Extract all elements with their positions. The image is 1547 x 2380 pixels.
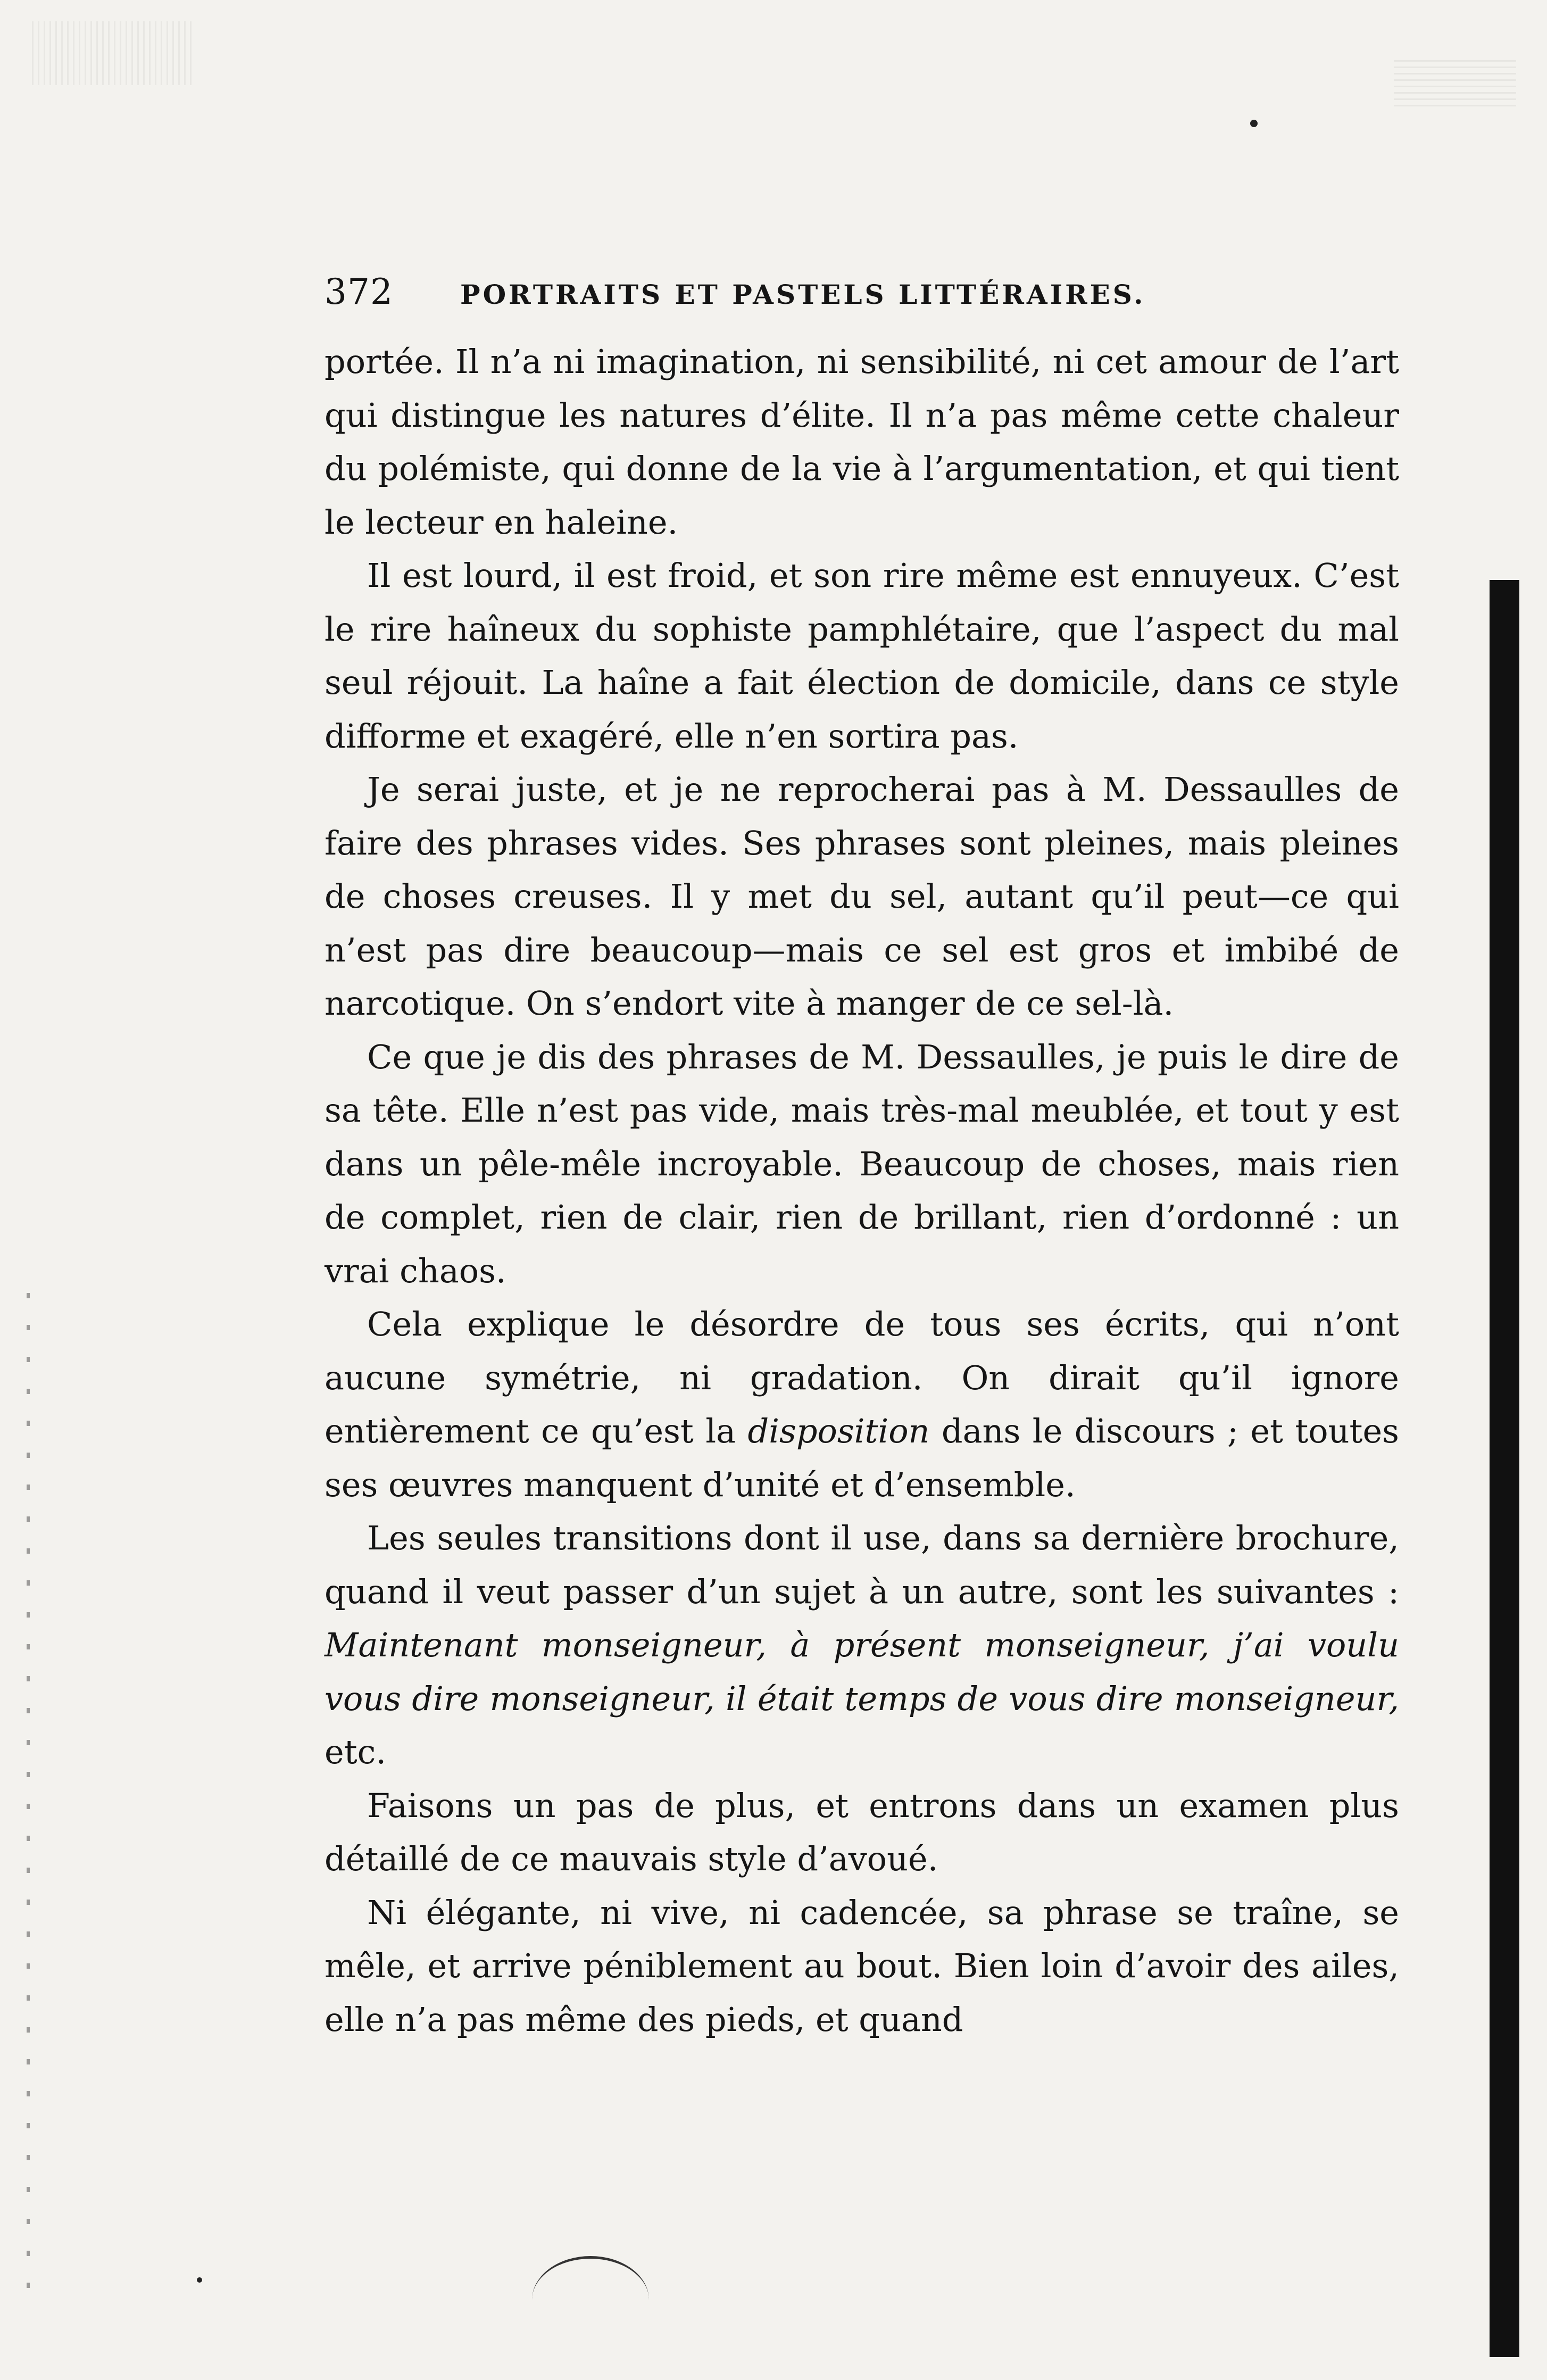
scan-noise [32,21,192,85]
text-run: Les seules transitions dont il use, dans sa dernière brochure, quand il veut passer d’un sujet à un autre, sont les suivantes : [325,1519,1399,1611]
scan-noise [1394,59,1516,106]
text-run: dans le discours ; et toutes ses œuvres manquent d’unité et d’ensemble. [325,1412,1399,1504]
text-run: Je serai juste, et je ne reprocherai pas à M. Dessaulles de faire des phrases vides. Ses phrases sont pleines, mais pleines de choses creuses. Il y met du sel, autant qu’il peut—ce qui n’est pas dire beaucoup—mais ce sel est gros et imbibé de narcotique. On s’endort vite à manger de ce sel-là. [325,770,1399,1023]
ink-speck [1250,120,1258,127]
paragraph [325,1779,1399,1886]
paragraph [325,1886,1399,2047]
page-number: 372 [325,271,393,312]
paragraph [325,335,1399,549]
paragraph [325,1031,1399,1298]
paragraph [325,1512,1399,1779]
italic-text: Maintenant monseigneur, à présent monseigneur, j’ai voulu vous dire monseigneur, il était temps de vous dire monseigneur, [325,1626,1399,1718]
running-head: PORTRAITS ET PASTELS LITTÉRAIRES. [460,279,1146,310]
text-run: Ni élégante, ni vive, ni cadencée, sa phrase se traîne, se mêle, et arrive péniblement au bout. Bien loin d’avoir des ailes, elle n’a pas même des pieds, et quand [325,1893,1399,2039]
page-edge-marks [27,1277,30,2288]
text-run: portée. Il n’a ni imagination, ni sensibilité, ni cet amour de l’art qui distingue les natures d’élite. Il n’a pas même cette chaleur du polémiste, qui donne de la vie à l’argumentation, et qui tient le lecteur en haleine. [325,342,1399,542]
text-run: etc. [325,1732,387,1771]
page-header [325,271,1394,319]
page-edge-shadow [1490,580,1519,2357]
ink-speck [197,2277,202,2283]
scan-artifact [532,2256,649,2344]
paragraph [325,549,1399,763]
text-run: Cela explique le désordre de tous ses écrits, qui n’ont aucune symétrie, ni gradation. On dirait qu’il ignore entièrement ce qu’est la [325,1305,1399,1450]
paragraph [325,763,1399,1031]
body-text [325,335,1399,2046]
text-run: Faisons un pas de plus, et entrons dans un examen plus détaillé de ce mauvais style d’avoué. [325,1786,1399,1878]
paragraph [325,1298,1399,1512]
text-run: Ce que je dis des phrases de M. Dessaulles, je puis le dire de sa tête. Elle n’est pas vide, mais très-mal meublée, et tout y est dans un pêle-mêle incroyable. Beaucoup de choses, mais rien de complet, rien de clair, rien de brillant, rien d’ordonné : un vrai chaos. [325,1037,1399,1290]
italic-text: disposition [747,1412,930,1450]
text-run: Il est lourd, il est froid, et son rire même est ennuyeux. C’est le rire haîneux du sophiste pamphlétaire, que l’aspect du mal seul réjouit. La haîne a fait élection de domicile, dans ce style difforme et exagéré, elle n’en sortira pas. [325,556,1399,756]
